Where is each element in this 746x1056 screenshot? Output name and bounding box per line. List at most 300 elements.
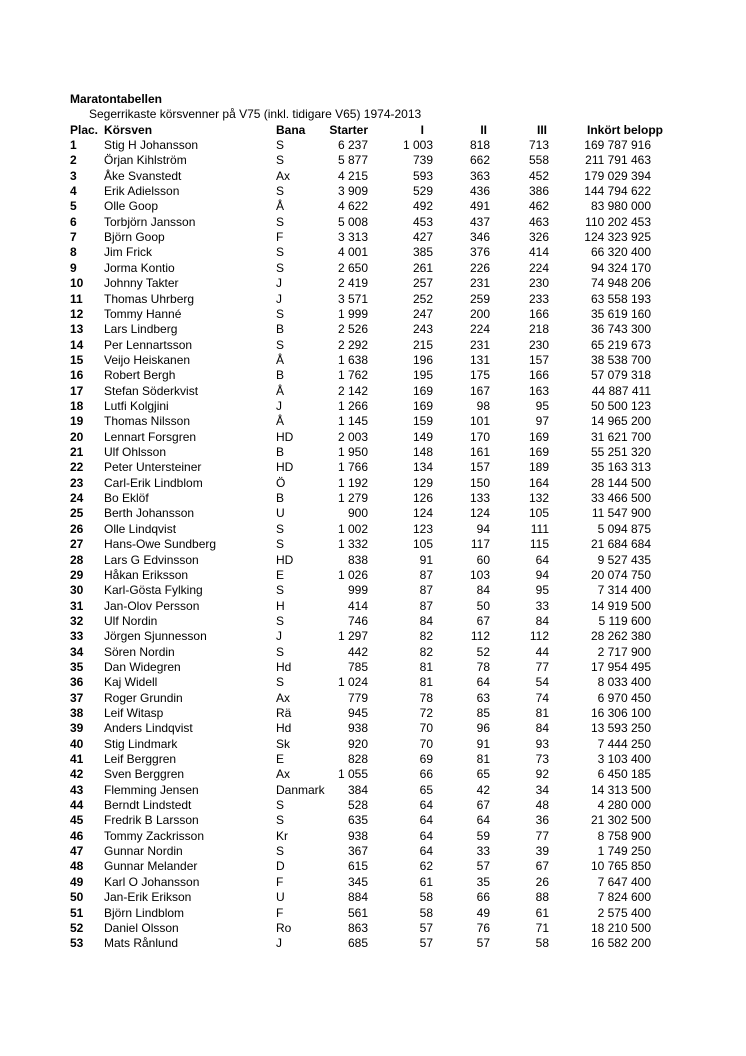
cell-starter: 884 [347,890,368,905]
cell-bana: HD [276,429,294,444]
cell-bana: E [276,567,285,582]
cell-third: 36 [535,813,549,828]
table-row [0,614,746,629]
cell-second: 35 [476,874,490,889]
cell-belopp: 33 466 500 [590,491,651,506]
cell-belopp: 50 500 123 [590,398,651,413]
cell-belopp: 7 647 400 [597,874,651,889]
cell-third: 463 [528,214,549,229]
cell-name: Lars Lindberg [104,322,178,337]
cell-second: 57 [476,936,490,951]
cell-name: Berndt Lindstedt [104,798,192,812]
cell-third: 71 [535,920,549,935]
cell-starter: 1 762 [337,368,368,383]
cell-first: 196 [412,352,433,367]
cell-third: 84 [535,613,549,628]
cell-third: 58 [535,936,549,951]
cell-plac: 9 [70,260,77,275]
cell-belopp: 28 144 500 [590,475,651,490]
cell-third: 81 [535,705,549,720]
table-row [0,353,746,368]
table-row [0,215,746,230]
cell-second: 33 [476,844,490,859]
cell-belopp: 38 538 700 [590,352,651,367]
cell-starter: 3 909 [337,184,368,199]
cell-third: 67 [535,859,549,874]
table-row [0,875,746,890]
cell-third: 74 [535,690,549,705]
cell-third: 452 [528,168,549,183]
cell-starter: 938 [347,721,368,736]
cell-belopp: 36 743 300 [590,322,651,337]
cell-belopp: 21 302 500 [590,813,651,828]
cell-belopp: 13 593 250 [590,721,651,736]
cell-bana: B [276,445,285,459]
cell-second: 124 [469,506,490,521]
cell-belopp: 8 758 900 [597,828,651,843]
cell-bana: HD [276,460,294,475]
cell-belopp: 3 103 400 [597,752,651,766]
cell-starter: 1 766 [337,460,368,475]
cell-name: Erik Adielsson [104,184,180,199]
cell-name: Björn Goop [104,230,165,245]
cell-bana: S [276,798,285,812]
cell-first: 82 [419,629,433,644]
table-row [0,338,746,353]
cell-first: 169 [412,398,433,413]
cell-bana: Rä [276,705,292,720]
table-row [0,675,746,690]
cell-bana: Å [276,383,285,398]
cell-name: Sören Nordin [104,644,175,659]
cell-third: 97 [535,414,549,429]
cell-second: 226 [469,260,490,275]
cell-bana: S [276,260,285,275]
cell-plac: 27 [70,537,84,552]
cell-bana: S [276,337,285,352]
cell-third: 26 [535,874,549,889]
cell-first: 453 [412,214,433,229]
cell-first: 247 [412,306,433,321]
cell-bana: Ro [276,920,292,935]
cell-name: Johnny Takter [104,276,179,291]
cell-third: 112 [529,629,549,644]
cell-second: 98 [476,398,490,413]
cell-third: 84 [535,721,549,736]
cell-starter: 6 237 [337,138,368,152]
cell-first: 91 [419,552,433,567]
cell-bana: H [276,598,285,613]
table-row [0,921,746,936]
cell-second: 103 [469,567,490,582]
cell-third: 163 [528,383,549,398]
cell-bana: HD [276,552,294,567]
cell-bana: Hd [276,659,292,674]
cell-second: 78 [476,659,490,674]
cell-second: 65 [476,767,490,782]
cell-first: 81 [419,675,433,690]
cell-plac: 7 [70,230,77,245]
cell-name: Flemming Jensen [104,782,199,797]
cell-third: 218 [528,322,549,337]
cell-name: Olle Lindqvist [104,521,177,536]
cell-belopp: 18 210 500 [590,920,651,935]
cell-third: 88 [535,890,549,905]
cell-starter: 1 055 [337,767,368,782]
cell-second: 96 [476,721,490,736]
cell-first: 70 [419,721,433,736]
cell-name: Robert Bergh [104,368,176,383]
cell-plac: 18 [70,398,84,413]
cell-plac: 49 [70,874,84,889]
cell-starter: 367 [347,844,368,859]
table-row [0,859,746,874]
cell-second: 437 [469,214,490,229]
cell-belopp: 9 527 435 [597,552,651,567]
header-belopp: Inkört belopp [587,123,663,137]
cell-plac: 11 [70,291,83,306]
cell-name: Ulf Nordin [104,613,158,628]
cell-third: 111 [530,521,549,536]
header-second: II [480,123,487,137]
cell-belopp: 74 948 206 [590,276,651,291]
cell-third: 54 [535,675,549,690]
cell-third: 105 [528,506,549,521]
cell-second: 436 [469,184,490,199]
cell-bana: U [276,506,285,521]
cell-belopp: 7 444 250 [597,736,651,751]
table-row [0,138,746,153]
cell-plac: 35 [70,659,84,674]
cell-third: 169 [528,445,549,459]
header-bana: Bana [276,123,306,137]
cell-first: 134 [412,460,433,475]
cell-plac: 3 [70,168,77,183]
cell-plac: 10 [70,276,84,291]
cell-plac: 50 [70,890,84,905]
cell-bana: S [276,153,285,168]
cell-starter: 1 026 [337,567,368,582]
cell-starter: 4 215 [337,168,368,183]
cell-starter: 4 001 [337,245,368,260]
cell-second: 49 [476,905,490,920]
cell-starter: 1 999 [337,306,368,321]
cell-starter: 999 [347,583,368,598]
page-title: Maratontabellen [70,92,163,106]
cell-second: 150 [469,475,490,490]
cell-bana: S [276,613,285,628]
cell-belopp: 57 079 318 [590,368,651,383]
cell-bana: S [276,306,285,321]
cell-belopp: 63 558 193 [590,291,651,306]
cell-belopp: 4 280 000 [597,798,651,812]
cell-second: 52 [476,644,490,659]
cell-third: 233 [528,291,549,306]
cell-second: 91 [476,736,490,751]
cell-belopp: 65 219 673 [590,337,651,352]
cell-first: 64 [419,798,433,812]
cell-name: Mats Rånlund [104,936,179,951]
cell-first: 72 [419,705,433,720]
cell-second: 491 [469,199,490,214]
cell-second: 117 [470,537,490,552]
cell-first: 126 [412,491,433,506]
cell-first: 1 003 [402,138,433,152]
cell-name: Tommy Hanné [104,306,182,321]
table-row [0,629,746,644]
cell-belopp: 17 954 495 [590,659,651,674]
cell-bana: Å [276,352,285,367]
cell-plac: 31 [70,598,84,613]
table-row [0,384,746,399]
cell-name: Leif Witasp [104,705,164,720]
cell-starter: 945 [347,705,368,720]
cell-third: 169 [528,429,549,444]
cell-third: 164 [528,475,549,490]
cell-belopp: 31 621 700 [590,429,651,444]
cell-belopp: 66 320 400 [590,245,651,260]
cell-first: 70 [419,736,433,751]
cell-second: 67 [476,613,490,628]
cell-name: Stefan Söderkvist [104,383,199,398]
table-row [0,292,746,307]
cell-name: Lars G Edvinsson [104,552,199,567]
cell-third: 558 [528,153,549,168]
table-row [0,706,746,721]
cell-third: 115 [529,537,549,552]
cell-bana: S [276,675,285,690]
cell-bana: S [276,537,285,552]
table-row [0,476,746,491]
cell-second: 76 [476,920,490,935]
cell-third: 230 [528,276,549,291]
cell-starter: 414 [347,598,368,613]
cell-starter: 1 145 [337,414,368,429]
cell-name: Carl-Erik Lindblom [104,475,203,490]
cell-plac: 38 [70,705,84,720]
cell-starter: 528 [347,798,368,812]
cell-belopp: 110 202 453 [585,214,651,229]
cell-third: 132 [528,491,549,506]
cell-name: Karl-Gösta Fylking [104,583,203,598]
cell-plac: 6 [70,214,77,229]
cell-first: 64 [419,844,433,859]
cell-bana: B [276,368,285,383]
cell-third: 224 [528,260,549,275]
cell-belopp: 2 717 900 [597,644,651,659]
cell-third: 34 [535,782,549,797]
cell-second: 63 [476,690,490,705]
cell-bana: Å [276,414,285,429]
cell-name: Jörgen Sjunnesson [104,629,207,644]
cell-belopp: 124 323 925 [584,230,651,245]
header-plac: Plac. [70,123,99,137]
cell-plac: 33 [70,629,84,644]
cell-first: 257 [412,276,433,291]
cell-third: 77 [535,828,549,843]
cell-belopp: 35 619 160 [590,306,651,321]
cell-belopp: 6 970 450 [597,690,651,705]
cell-starter: 561 [347,905,368,920]
table-row [0,460,746,475]
cell-second: 59 [476,828,490,843]
cell-belopp: 14 313 500 [590,782,651,797]
header-first: I [420,123,424,137]
cell-name: Lennart Forsgren [104,429,197,444]
cell-starter: 4 622 [337,199,368,214]
cell-plac: 12 [70,306,84,321]
cell-second: 157 [469,460,490,475]
table-row [0,645,746,660]
cell-belopp: 10 765 850 [590,859,651,874]
cell-plac: 2 [70,153,77,168]
header-third: III [536,123,547,137]
cell-plac: 24 [70,491,84,506]
cell-name: Torbjörn Jansson [104,214,196,229]
cell-starter: 2 526 [337,322,368,337]
table-row [0,660,746,675]
cell-third: 230 [528,337,549,352]
cell-first: 169 [412,383,433,398]
cell-name: Karl O Johansson [104,874,200,889]
cell-first: 159 [412,414,433,429]
cell-starter: 1 192 [337,475,368,490]
cell-second: 200 [469,306,490,321]
cell-third: 166 [528,306,549,321]
cell-name: Veijo Heiskanen [104,352,191,367]
cell-bana: S [276,813,285,828]
cell-first: 149 [412,429,433,444]
cell-name: Gunnar Nordin [104,844,183,859]
cell-plac: 28 [70,552,84,567]
cell-second: 161 [469,445,490,459]
cell-first: 87 [419,598,433,613]
table-row [0,368,746,383]
cell-third: 414 [528,245,549,260]
cell-starter: 900 [347,506,368,521]
cell-second: 363 [469,168,490,183]
cell-plac: 16 [70,368,84,383]
cell-starter: 5 877 [337,153,368,168]
cell-plac: 40 [70,736,84,751]
cell-belopp: 21 684 684 [590,537,651,552]
cell-first: 427 [412,230,433,245]
cell-belopp: 211 791 463 [585,153,651,168]
cell-name: Björn Lindblom [104,905,185,920]
cell-starter: 1 002 [337,521,368,536]
cell-bana: Danmark [276,782,325,797]
table-row [0,261,746,276]
cell-starter: 1 332 [337,537,368,552]
cell-starter: 779 [347,690,368,705]
cell-second: 131 [469,352,490,367]
cell-plac: 17 [70,383,84,398]
cell-first: 62 [419,859,433,874]
cell-plac: 51 [70,905,84,920]
cell-belopp: 179 029 394 [584,168,651,183]
cell-plac: 30 [70,583,84,598]
cell-first: 215 [412,337,433,352]
cell-starter: 5 008 [337,214,368,229]
cell-first: 64 [419,813,433,828]
cell-starter: 785 [347,659,368,674]
cell-starter: 2 292 [337,337,368,352]
cell-starter: 1 024 [337,675,368,690]
cell-plac: 20 [70,429,84,444]
cell-belopp: 16 306 100 [590,705,651,720]
cell-third: 77 [535,659,549,674]
cell-name: Daniel Olsson [104,920,179,935]
cell-starter: 920 [347,736,368,751]
cell-second: 662 [469,153,490,168]
cell-plac: 36 [70,675,84,690]
cell-name: Bo Eklöf [104,491,149,506]
table-row [0,153,746,168]
cell-name: Per Lennartsson [104,337,193,352]
cell-starter: 1 297 [337,629,368,644]
cell-plac: 13 [70,322,84,337]
table-row [0,829,746,844]
cell-starter: 685 [347,936,368,951]
cell-third: 94 [535,567,549,582]
cell-first: 252 [412,291,433,306]
cell-name: Berth Johansson [104,506,195,521]
cell-bana: F [276,230,284,245]
cell-bana: Ax [276,767,291,782]
cell-first: 129 [412,475,433,490]
cell-bana: S [276,644,285,659]
cell-second: 376 [469,245,490,260]
cell-bana: S [276,583,285,598]
cell-second: 133 [469,491,490,506]
cell-plac: 52 [70,920,84,935]
cell-plac: 21 [70,445,84,459]
cell-plac: 19 [70,414,84,429]
cell-plac: 41 [70,752,84,766]
cell-plac: 25 [70,506,84,521]
cell-belopp: 7 314 400 [597,583,651,598]
cell-belopp: 55 251 320 [590,445,651,459]
cell-belopp: 5 094 875 [597,521,651,536]
cell-bana: J [276,276,282,291]
cell-bana: J [276,291,282,306]
cell-third: 462 [528,199,549,214]
cell-third: 64 [535,552,549,567]
table-header [0,123,746,138]
cell-bana: Ö [276,475,286,490]
cell-second: 112 [470,629,490,644]
cell-third: 33 [535,598,549,613]
cell-belopp: 1 749 250 [597,844,651,859]
cell-first: 78 [419,690,433,705]
cell-starter: 2 142 [337,383,368,398]
cell-name: Gunnar Melander [104,859,198,874]
cell-name: Åke Svanstedt [104,168,182,183]
cell-name: Håkan Eriksson [104,567,189,582]
table-row [0,199,746,214]
cell-second: 224 [469,322,490,337]
table-row [0,399,746,414]
cell-name: Örjan Kihlström [104,153,187,168]
cell-first: 593 [412,168,433,183]
cell-plac: 44 [70,798,84,812]
cell-plac: 22 [70,460,84,475]
cell-plac: 43 [70,782,84,797]
cell-plac: 46 [70,828,84,843]
cell-belopp: 8 033 400 [597,675,651,690]
cell-second: 167 [469,383,490,398]
table-row [0,522,746,537]
